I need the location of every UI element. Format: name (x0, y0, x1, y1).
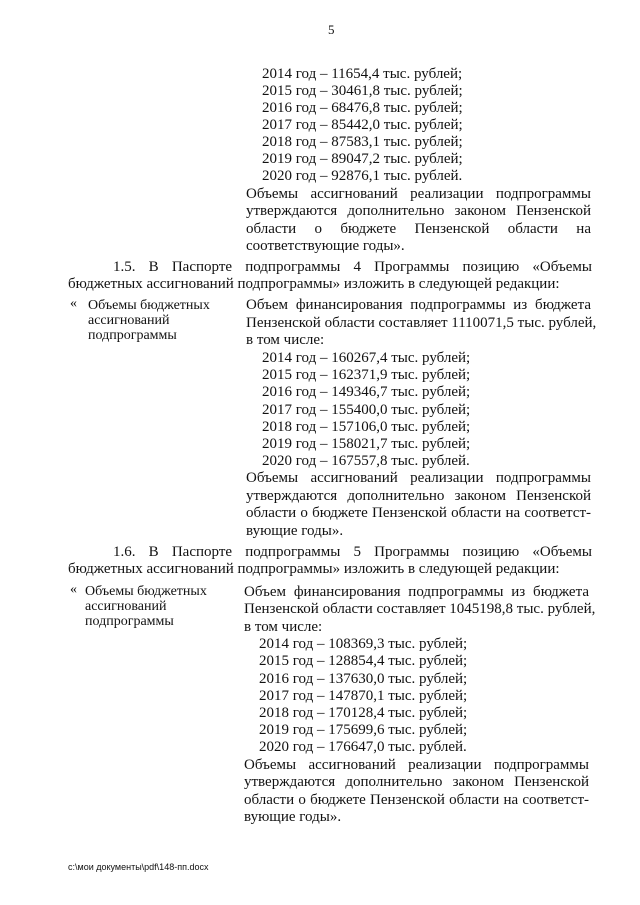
year-line: 2018 год – 87583,1 тыс. рублей; (262, 134, 463, 150)
funding-line: в том числе: (246, 332, 325, 348)
note-line: утверждаются дополнительно законом Пензенской (246, 488, 591, 504)
note-line: вующие годы». (244, 809, 342, 825)
note-line: области о бюджете Пензенской области на (246, 221, 591, 237)
year-line: 2015 год – 162371,9 тыс. рублей; (262, 367, 471, 383)
year-line: 2019 год – 158021,7 тыс. рублей; (262, 436, 471, 452)
section-1-5-intro: бюджетных ассигнований подпрограммы» изложить в следующей редакции: (68, 276, 560, 292)
note-line: области о бюджете Пензенской области на соответст- (246, 505, 591, 521)
year-line: 2016 год – 149346,7 тыс. рублей; (262, 384, 471, 400)
year-line: 2014 год – 160267,4 тыс. рублей; (262, 350, 471, 366)
note-line: соответствующие годы». (246, 238, 405, 254)
year-line: 2019 год – 175699,6 тыс. рублей; (259, 722, 468, 738)
footer-file-path: c:\мои документы\pdf\148-пп.docx (68, 862, 209, 872)
year-line: 2016 год – 68476,8 тыс. рублей; (262, 100, 463, 116)
year-line: 2017 год – 85442,0 тыс. рублей; (262, 117, 463, 133)
label-line: подпрограммы (85, 614, 174, 629)
year-line: 2015 год – 30461,8 тыс. рублей; (262, 83, 463, 99)
label-line: подпрограммы (88, 328, 177, 343)
funding-line: Объем финансирования подпрограммы из бюджета (244, 584, 589, 600)
note-line: утверждаются дополнительно законом Пензенской (246, 203, 591, 219)
section-1-6-intro: 1.6. В Паспорте подпрограммы 5 Программы позицию «Объемы (113, 544, 592, 560)
funding-line: в том числе: (244, 619, 323, 635)
funding-line: Пензенской области составляет 1045198,8 тыс. рублей, (244, 601, 596, 617)
section-1-5-intro: 1.5. В Паспорте подпрограммы 4 Программы позицию «Объемы (113, 259, 592, 275)
year-line: 2017 год – 155400,0 тыс. рублей; (262, 402, 471, 418)
funding-line: Пензенской области составляет 1110071,5 тыс. рублей, (246, 315, 597, 331)
label-line: Объемы бюджетных (88, 298, 210, 313)
year-line: 2020 год – 92876,1 тыс. рублей. (262, 168, 463, 184)
year-line: 2020 год – 167557,8 тыс. рублей. (262, 453, 470, 469)
page-number: 5 (328, 22, 335, 37)
year-line: 2014 год – 108369,3 тыс. рублей; (259, 636, 468, 652)
year-line: 2014 год – 11654,4 тыс. рублей; (262, 66, 463, 82)
note-line: Объемы ассигнований реализации подпрограммы (246, 470, 591, 486)
label-line: Объемы бюджетных (85, 584, 207, 599)
year-line: 2018 год – 157106,0 тыс. рублей; (262, 419, 471, 435)
label-line: ассигнований (85, 599, 167, 614)
note-line: вующие годы». (246, 523, 344, 539)
section-1-6-intro: бюджетных ассигнований подпрограммы» изложить в следующей редакции: (68, 561, 560, 577)
note-line: утверждаются дополнительно законом Пензенской (244, 774, 589, 790)
year-line: 2019 год – 89047,2 тыс. рублей; (262, 151, 463, 167)
label-line: ассигнований (88, 313, 170, 328)
year-line: 2017 год – 147870,1 тыс. рублей; (259, 688, 468, 704)
note-line: Объемы ассигнований реализации подпрограммы (244, 757, 589, 773)
note-line: Объемы ассигнований реализации подпрограммы (246, 186, 591, 202)
quote-mark: « (70, 296, 77, 311)
year-line: 2016 год – 137630,0 тыс. рублей; (259, 671, 468, 687)
note-line: области о бюджете Пензенской области на соответст- (244, 792, 589, 808)
year-line: 2018 год – 170128,4 тыс. рублей; (259, 705, 468, 721)
quote-mark: « (70, 582, 77, 597)
year-line: 2020 год – 176647,0 тыс. рублей. (259, 739, 467, 755)
year-line: 2015 год – 128854,4 тыс. рублей; (259, 653, 468, 669)
funding-line: Объем финансирования подпрограммы из бюджета (246, 297, 591, 313)
